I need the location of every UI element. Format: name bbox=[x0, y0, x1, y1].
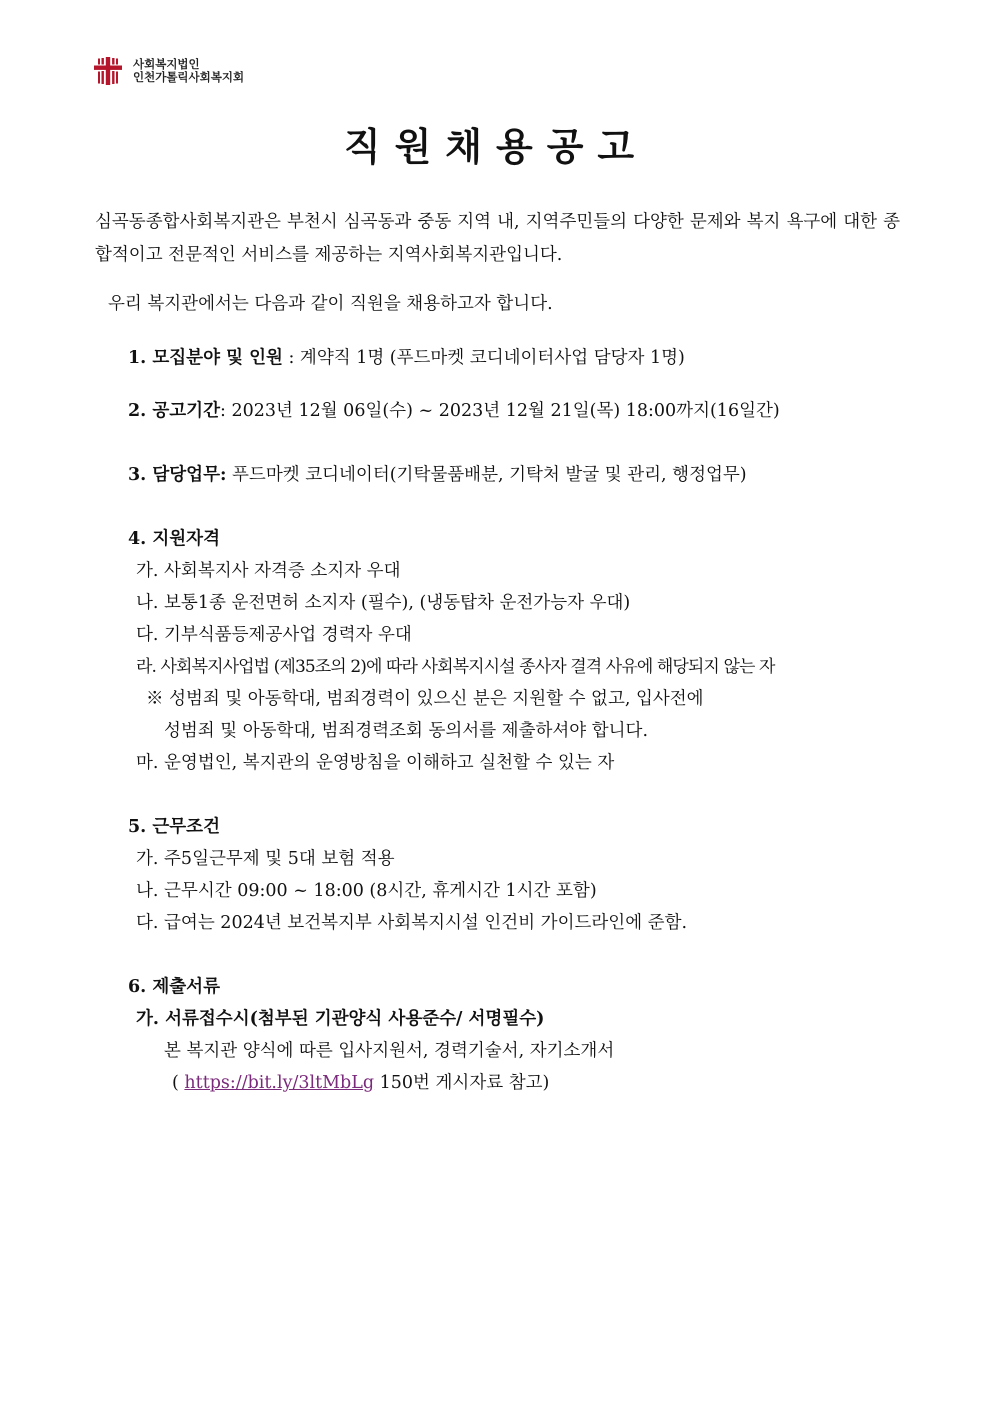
section-period-label: 2. 공고기간 bbox=[128, 401, 220, 421]
board-link[interactable]: https://bit.ly/3ltMbLg bbox=[184, 1073, 375, 1093]
documents-item: 가. 서류접수시(첨부된 기관양식 사용준수/ 서명필수) bbox=[136, 1009, 545, 1029]
section-period-text: : 2023년 12월 06일(수) ~ 2023년 12월 21일(목) 18:00까지(16일간) bbox=[219, 401, 780, 421]
qualification-item: 나. 보통1종 운전면허 소지자 (필수), (냉동탑차 운전가능자 우대) bbox=[136, 593, 631, 613]
qualification-note: 성범죄 및 아동학대, 범죄경력조회 동의서를 제출하셔야 합니다. bbox=[164, 721, 649, 741]
qualification-item: 라. 사회복지사업법 (제35조의 2)에 따라 사회복지시설 종사자 결격 사유에 해당되지 않는 자 bbox=[136, 657, 775, 677]
org-name: 인천가톨릭사회복지회 bbox=[133, 70, 245, 84]
intro-statement: 우리 복지관에서는 다음과 같이 직원을 채용하고자 합니다. bbox=[108, 294, 553, 314]
section-recruit bbox=[128, 346, 685, 370]
condition-item: 다. 급여는 2024년 보건복지부 사회복지시설 인건비 가이드라인에 준함. bbox=[136, 913, 688, 933]
qualification-note: ※ 성범죄 및 아동학대, 범죄경력이 있으신 분은 지원할 수 없고, 입사전에 bbox=[146, 689, 704, 709]
org-type: 사회복지법인 bbox=[133, 57, 200, 71]
qualification-item: 다. 기부식품등제공사업 경력자 우대 bbox=[136, 625, 412, 645]
documents-list: 본 복지관 양식에 따른 입사지원서, 경력기술서, 자기소개서 bbox=[164, 1041, 615, 1061]
section-conditions-label: 5. 근무조건 bbox=[128, 817, 220, 837]
qualification-item: 마. 운영법인, 복지관의 운영방침을 이해하고 실천할 수 있는 자 bbox=[136, 753, 615, 773]
reference-open: ( bbox=[172, 1073, 185, 1093]
qualification-item: 가. 사회복지사 자격증 소지자 우대 bbox=[136, 561, 401, 581]
section-recruit-text: : 계약직 1명 (푸드마켓 코디네이터사업 담당자 1명) bbox=[282, 348, 685, 368]
condition-item: 가. 주5일근무제 및 5대 보험 적용 bbox=[136, 849, 395, 869]
section-duty-label: 3. 담당업무: bbox=[128, 465, 227, 485]
section-duty-text: 푸드마켓 코디네이터(기탁물품배분, 기탁처 발굴 및 관리, 행정업무) bbox=[226, 465, 747, 485]
documents-reference bbox=[172, 1071, 549, 1095]
condition-item: 나. 근무시간 09:00 ~ 18:00 (8시간, 휴게시간 1시간 포함) bbox=[136, 881, 597, 901]
org-logo bbox=[93, 56, 244, 86]
section-duty bbox=[128, 463, 747, 487]
reference-rest: 150번 게시자료 참고) bbox=[374, 1073, 550, 1093]
section-recruit-label: 1. 모집분야 및 인원 bbox=[128, 348, 283, 368]
section-qualification-label: 4. 지원자격 bbox=[128, 529, 220, 549]
cross-logo-icon bbox=[93, 56, 123, 86]
section-documents-label: 6. 제출서류 bbox=[128, 977, 220, 997]
intro-paragraph: 심곡동종합사회복지관은 부천시 심곡동과 중동 지역 내, 지역주민들의 다양한 문제와 복지 욕구에 대한 종합적이고 전문적인 서비스를 제공하는 지역사회복지관입니다. bbox=[95, 212, 900, 265]
page-title: 직원채용공고 bbox=[343, 125, 649, 169]
section-period bbox=[128, 399, 780, 423]
